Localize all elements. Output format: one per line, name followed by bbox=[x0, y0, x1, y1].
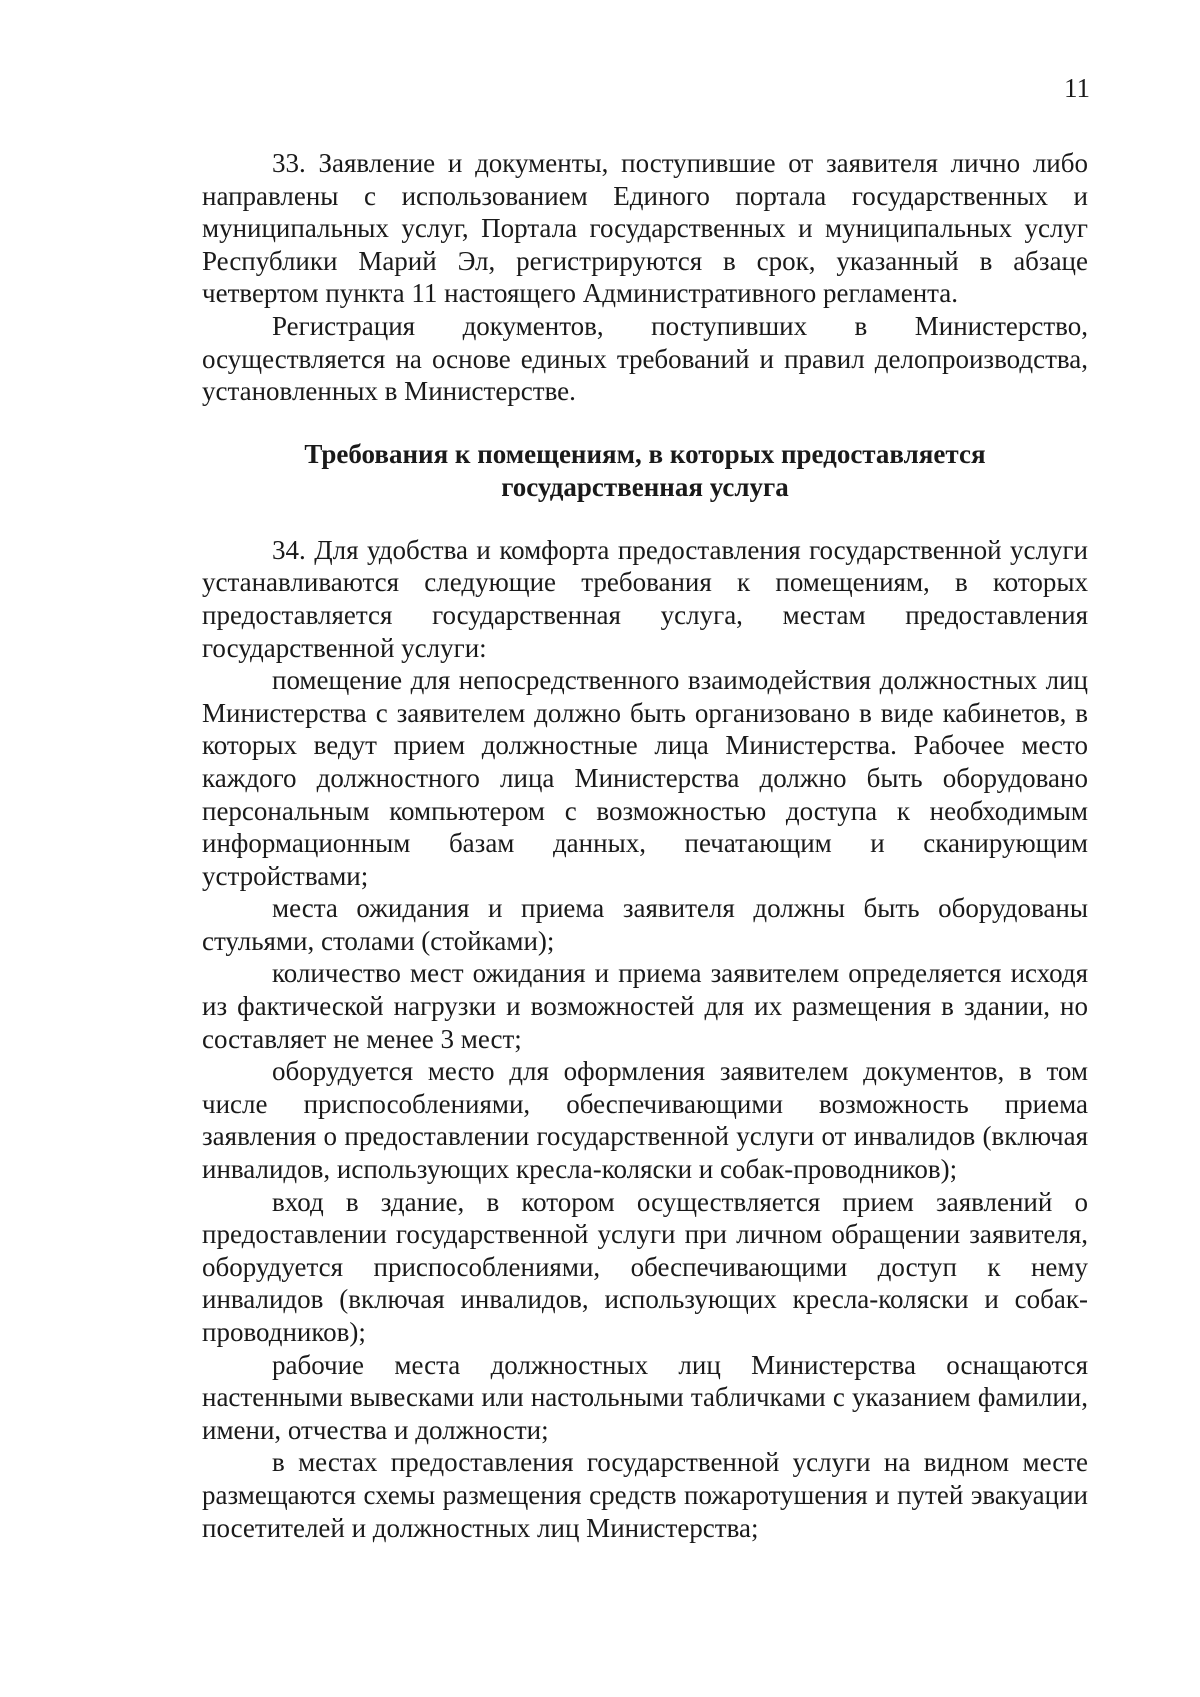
document-body bbox=[202, 147, 1088, 1544]
paragraph-registration: Регистрация документов, поступивших в Министерство, осуществляется на основе единых требований и правил делопроизводства, установленных в Министерстве. bbox=[202, 310, 1088, 407]
section-heading-line-2: государственная услуга bbox=[501, 471, 789, 502]
paragraph-document-place: оборудуется место для оформления заявителем документов, в том числе приспособлениями, обеспечивающими возможность приема заявления о предоставлении государственной услуги от инвалидов (включая инвалидов, использующих кресла-коляски и собак-проводников); bbox=[202, 1056, 1088, 1185]
section-heading bbox=[202, 438, 1088, 504]
paragraph-34: 34. Для удобства и комфорта предоставления государственной услуги устанавливаются следующие требования к помещениям, в которых предоставляется государственная услуга, местам предоставления государственной услуги: bbox=[202, 534, 1088, 663]
paragraph-workplace-signs: рабочие места должностных лиц Министерства оснащаются настенными вывесками или настольными табличками с указанием фамилии, имени, отчества и должности; bbox=[202, 1349, 1088, 1445]
section-heading-line-1: Требования к помещениям, в которых предоставляется bbox=[304, 438, 986, 469]
paragraph-premises: помещение для непосредственного взаимодействия должностных лиц Министерства с заявителем должно быть организовано в виде кабинетов, в которых ведут прием должностные лица Министерства. Рабочее место каждого должностного лица Министерства должно быть оборудовано персональным компьютером с возможностью доступа к необходимым информационным базам данных, печатающим и сканирующим устройствами; bbox=[202, 665, 1088, 891]
paragraph-waiting-places: места ожидания и приема заявителя должны быть оборудованы стульями, столами (стойками); bbox=[202, 893, 1088, 956]
paragraph-building-entrance: вход в здание, в котором осуществляется прием заявлений о предоставлении государственной услуги при личном обращении заявителя, оборудуется приспособлениями, обеспечивающими доступ к нему инвалидов (включая инвалидов, использующих кресла-коляски и собак-проводников); bbox=[202, 1186, 1088, 1347]
paragraph-places-count: количество мест ожидания и приема заявителем определяется исходя из фактической нагрузки и возможностей для их размещения в здании, но составляет не менее 3 мест; bbox=[202, 958, 1088, 1054]
paragraph-33: 33. Заявление и документы, поступившие от заявителя лично либо направлены с использованием Единого портала государственных и муниципальных услуг, Портала государственных и муниципальных услуг Республики Марий Эл, регистрируются в срок, указанный в абзаце четвертом пункта 11 настоящего Административного регламента. bbox=[202, 148, 1088, 309]
paragraph-evacuation-schemes: в местах предоставления государственной услуги на видном месте размещаются схемы размещения средств пожаротушения и путей эвакуации посетителей и должностных лиц Министерства; bbox=[202, 1447, 1088, 1543]
page-number: 11 bbox=[1064, 73, 1090, 103]
